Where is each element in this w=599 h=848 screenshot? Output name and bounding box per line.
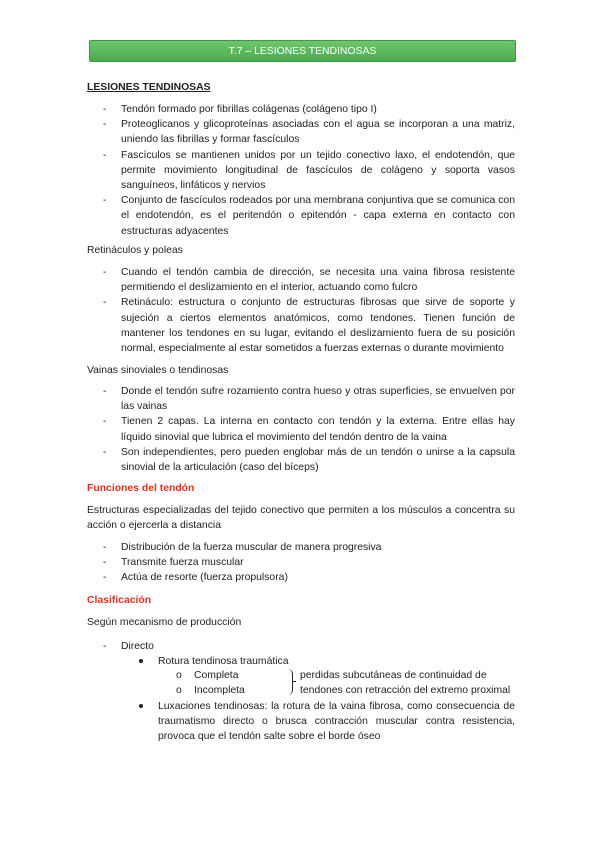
- dash-marker: -: [103, 297, 107, 309]
- rotura-label: Rotura tendinosa traumática: [158, 656, 289, 667]
- list-item: [0, 148, 515, 194]
- item-text: Distribución de la fuerza muscular de manera progresiva: [121, 542, 382, 553]
- list-item: [0, 102, 515, 117]
- circle-marker: o: [176, 685, 182, 696]
- list-item: [0, 117, 515, 147]
- clasificacion-subtitle: Según mecanismo de producción: [87, 617, 242, 628]
- bullet-dot-icon: [139, 704, 143, 708]
- item-text: Retináculo: estructura o conjunto de estructuras fibrosas que sirve de soporte y sujeción a ciertos elementos anatómicos, como tendones. Tienen función de mantener los tendones en su lugar, evitando el deslizamiento fuera de su posición normal, especialmente al estar sometidos a fuerzas externas o durante movimiento: [121, 297, 515, 355]
- circle-marker: o: [176, 670, 182, 681]
- bullet-dot-icon: [139, 659, 143, 663]
- dash-marker: -: [103, 119, 107, 131]
- dash-marker: -: [103, 416, 107, 428]
- chapter-banner: T.7 – LESIONES TENDINOSAS: [89, 40, 516, 62]
- incompleta-label: Incompleta: [194, 685, 245, 696]
- dash-marker: -: [103, 104, 107, 115]
- dash-marker: -: [103, 267, 107, 278]
- item-text: Fascículos se mantienen unidos por un tejido conectivo laxo, el endotendón, que permite movimiento longitudinal de fascículos de colágeno y soporta vasos sanguíneos, linfáticos y nervios: [121, 149, 515, 192]
- directo-label: Directo: [121, 641, 154, 652]
- item-text: Cuando el tendón cambia de dirección, se necesita una vaina fibrosa resistente permitiendo el deslizamiento en el interior, actuando como fulcro: [121, 267, 515, 294]
- list-item: [0, 570, 515, 585]
- section-title-vainas: Vainas sinoviales o tendinosas: [87, 365, 229, 376]
- brace-bracket: [285, 669, 293, 695]
- list-item: [0, 384, 515, 414]
- list-vainas: [0, 384, 599, 475]
- item-text: Proteoglicanos y glicoproteínas asociadas con el agua se incorporan a una matriz, uniendo las fibrillas y formar fascículos: [121, 119, 515, 146]
- dash-marker: -: [103, 641, 107, 652]
- section-title-lesiones: LESIONES TENDINOSAS: [87, 82, 211, 93]
- note-line-2: tendones con retracción del extremo proximal: [300, 685, 511, 696]
- dash-marker: -: [103, 572, 107, 584]
- list-item: [0, 555, 515, 570]
- list-item: [0, 445, 515, 475]
- completa-label: Completa: [194, 670, 239, 681]
- bullet-item: [158, 699, 515, 745]
- item-text: Transmite fuerza muscular: [121, 557, 244, 569]
- list-item: [0, 295, 515, 356]
- funciones-intro: Estructuras especializadas del tejido conectivo que permiten a los músculos a concentra su acción o ejercerla a distancia: [87, 505, 515, 532]
- list-lesiones: [0, 102, 599, 239]
- dash-marker: -: [103, 386, 107, 397]
- dash-marker: -: [103, 542, 107, 553]
- section-title-retinaculos: Retináculos y poleas: [87, 245, 183, 256]
- bullet-item: [158, 654, 289, 669]
- list-retinaculos: [0, 265, 599, 356]
- section-title-funciones: Funciones del tendón: [87, 483, 195, 494]
- item-text: Donde el tendón sufre rozamiento contra hueso y otras superficies, se envuelven por las vainas: [121, 386, 515, 413]
- item-text: Conjunto de fascículos rodeados por una membrana conjuntiva que se comunica con el endotendón, es el peritendón o epitendón - capa externa en contacto con estructuras adyacentes: [121, 195, 515, 237]
- dash-marker: -: [103, 195, 107, 207]
- list-item: [0, 540, 515, 555]
- dash-marker: -: [103, 446, 107, 458]
- list-item: [0, 265, 515, 295]
- list-item: [0, 414, 515, 444]
- dash-marker: -: [103, 557, 107, 569]
- luxaciones-text: Luxaciones tendinosas: la rotura de la vaina fibrosa, como consecuencia de traumatismo directo o brusca contracción muscular contra resistencia, provoca que el tendón salte sobre el borde óseo: [158, 701, 515, 743]
- item-text: Tendón formado por fibrillas colágenas (colágeno tipo I): [121, 104, 377, 115]
- list-item: [0, 193, 515, 239]
- note-line-1: perdidas subcutáneas de continuidad de: [300, 670, 487, 681]
- item-text: Son independientes, pero pueden englobar más de un tendón o unirse a la capsula sinovial de la articulación (caso del bíceps): [121, 446, 515, 474]
- item-text: Tienen 2 capas. La interna en contacto con tendón y la externa. Entre ellas hay líquido sinovial que lubrica el movimiento del tendón dentro de la vaina: [121, 416, 515, 443]
- section-title-clasificacion: Clasificación: [87, 595, 152, 606]
- dash-marker: -: [103, 149, 107, 161]
- list-funciones: [0, 540, 599, 586]
- item-text: Actúa de resorte (fuerza propulsora): [121, 572, 288, 584]
